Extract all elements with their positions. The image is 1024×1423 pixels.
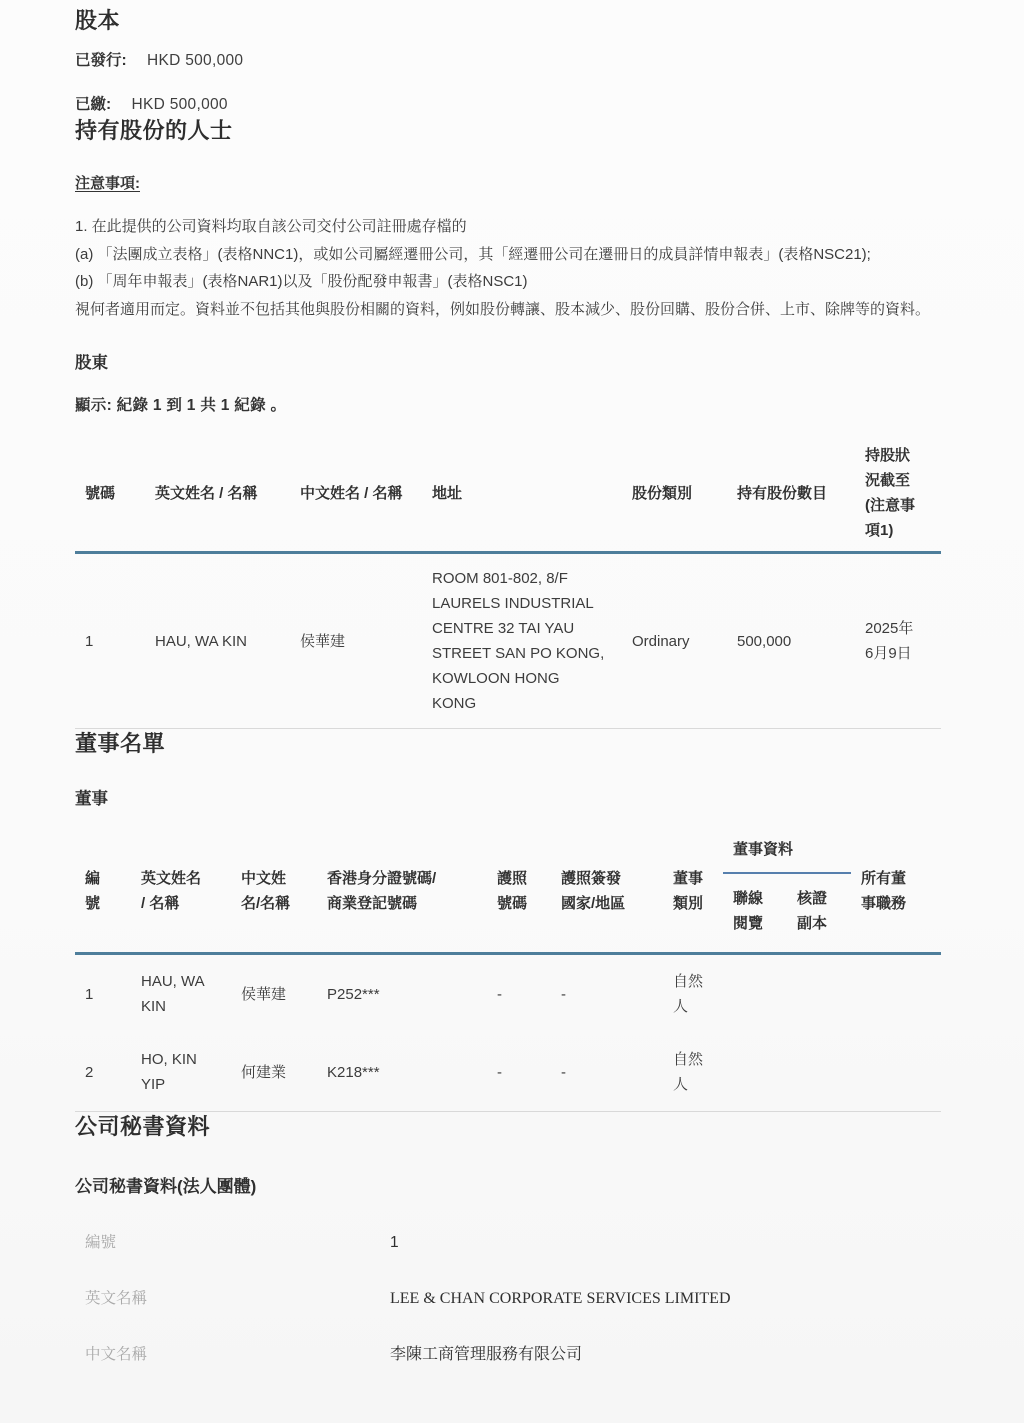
director-certified-copy	[787, 954, 851, 1034]
shareholder-number: 1	[85, 632, 94, 650]
director-type: 自然人	[673, 1051, 704, 1093]
director-positions	[851, 1033, 941, 1112]
secretary-number-row	[75, 1215, 950, 1271]
col-header-hkid-brn: 香港身分證號碼/商業登記號碼	[327, 869, 437, 912]
issued-capital-row	[75, 50, 950, 72]
col-header-number: 號碼	[85, 484, 116, 502]
note-line: 1. 在此提供的公司資料均取自該公司交付公司註冊處存檔的	[75, 218, 467, 235]
col-header-certified-copy: 核證副本	[797, 890, 828, 932]
shareholders-table-header	[75, 435, 941, 553]
note-line: (a) 「法團成立表格」(表格NNC1)，或如公司屬經遷冊公司，其「經遷冊公司在遷冊日的成員詳情申報表」(表格NSC21);	[75, 245, 871, 263]
secretary-number-label: 編號	[85, 1234, 117, 1251]
directors-subtitle: 董事	[75, 790, 108, 808]
director-passport-country: -	[561, 1063, 566, 1081]
shareholder-address: ROOM 801-802, 8/F LAURELS INDUSTRIAL CENTRE 32 TAI YAU STREET SAN PO KONG, KOWLOON HONG KONG	[432, 570, 605, 712]
director-hkid-brn: K218***	[327, 1063, 380, 1081]
col-group-header-director-info: 董事資料	[723, 829, 851, 873]
shareholder-english-name: HAU, WA KIN	[155, 632, 247, 650]
col-header-as-at: 持股狀況截至(注意事項1)	[865, 447, 915, 539]
shareholder-row	[75, 553, 941, 729]
shareholder-chinese-name: 侯華建	[300, 632, 346, 650]
director-row	[75, 1033, 941, 1112]
secretary-chinese-name-value: 李陳工商管理服務有限公司	[390, 1346, 583, 1363]
secretary-details	[75, 1215, 950, 1383]
paid-capital-row	[75, 94, 950, 116]
director-english-name: HO, KIN YIP	[141, 1051, 197, 1093]
director-chinese-name: 何建業	[241, 1063, 287, 1081]
director-positions	[851, 954, 941, 1034]
secretary-number-value: 1	[390, 1234, 399, 1251]
shareholders-section-title: 持有股份的人士	[75, 118, 233, 143]
director-chinese-name: 侯華建	[241, 985, 287, 1003]
director-row	[75, 954, 941, 1034]
notes-block	[75, 213, 950, 323]
secretary-english-name-label: 英文名稱	[85, 1290, 148, 1307]
col-header-address: 地址	[432, 484, 463, 502]
director-certified-copy	[787, 1033, 851, 1112]
notes-heading: 注意事項:	[75, 175, 140, 192]
secretary-english-name-row	[75, 1271, 950, 1327]
col-header-english-name: 英文姓名 / 名稱	[141, 869, 202, 912]
director-online-view	[723, 1033, 787, 1112]
paid-capital-value: HKD 500,000	[131, 96, 228, 113]
share-capital-title: 股本	[75, 8, 121, 33]
col-header-director-type: 董事類別	[673, 869, 704, 912]
director-passport-number: -	[497, 985, 502, 1003]
col-header-all-positions: 所有董事職務	[861, 869, 907, 912]
shareholder-as-at-date: 2025年6月9日	[865, 620, 914, 662]
col-header-passport-number: 護照號碼	[497, 869, 528, 912]
col-header-share-count: 持有股份數目	[737, 484, 828, 502]
secretary-subtitle: 公司秘書資料(法人團體)	[75, 1177, 257, 1196]
shareholders-subtitle: 股東	[75, 354, 108, 372]
director-passport-country: -	[561, 985, 566, 1003]
records-count-text: 顯示: 紀錄 1 到 1 共 1 紀錄 。	[75, 397, 287, 414]
col-header-online-view: 聯線閱覽	[733, 890, 764, 932]
shareholders-table	[75, 435, 941, 729]
director-hkid-brn: P252***	[327, 985, 380, 1003]
note-line: (b) 「周年申報表」(表格NAR1)以及「股份配發申報書」(表格NSC1)	[75, 273, 528, 290]
col-header-passport-country: 護照簽發國家/地區	[561, 869, 626, 912]
directors-table-header	[75, 829, 941, 954]
director-online-view	[723, 954, 787, 1034]
shareholder-share-count: 500,000	[737, 632, 792, 650]
col-header-share-class: 股份類別	[632, 484, 693, 502]
director-number: 1	[85, 985, 94, 1003]
director-english-name: HAU, WA KIN	[141, 973, 204, 1015]
director-number: 2	[85, 1063, 94, 1081]
note-line: 視何者適用而定。資料並不包括其他與股份相關的資料，例如股份轉讓、股本減少、股份回購、股份合併、上市、除牌等的資料。	[75, 300, 931, 318]
director-passport-number: -	[497, 1063, 502, 1081]
directors-table	[75, 829, 941, 1112]
directors-section-title: 董事名單	[75, 731, 166, 756]
col-header-number: 編號	[85, 869, 101, 912]
col-header-chinese-name: 中文姓名 / 名稱	[300, 484, 403, 502]
shareholder-share-class: Ordinary	[632, 632, 690, 650]
secretary-chinese-name-row	[75, 1327, 950, 1383]
secretary-section-title: 公司秘書資料	[75, 1114, 211, 1139]
issued-capital-label: 已發行:	[75, 52, 127, 69]
col-header-chinese-name: 中文姓名/名稱	[241, 869, 291, 912]
secretary-english-name-value: LEE & CHAN CORPORATE SERVICES LIMITED	[390, 1290, 731, 1307]
director-type: 自然人	[673, 973, 704, 1015]
col-header-english-name: 英文姓名 / 名稱	[155, 484, 258, 502]
issued-capital-value: HKD 500,000	[146, 52, 244, 69]
secretary-chinese-name-label: 中文名稱	[85, 1346, 148, 1363]
paid-capital-label: 已繳:	[75, 96, 112, 113]
